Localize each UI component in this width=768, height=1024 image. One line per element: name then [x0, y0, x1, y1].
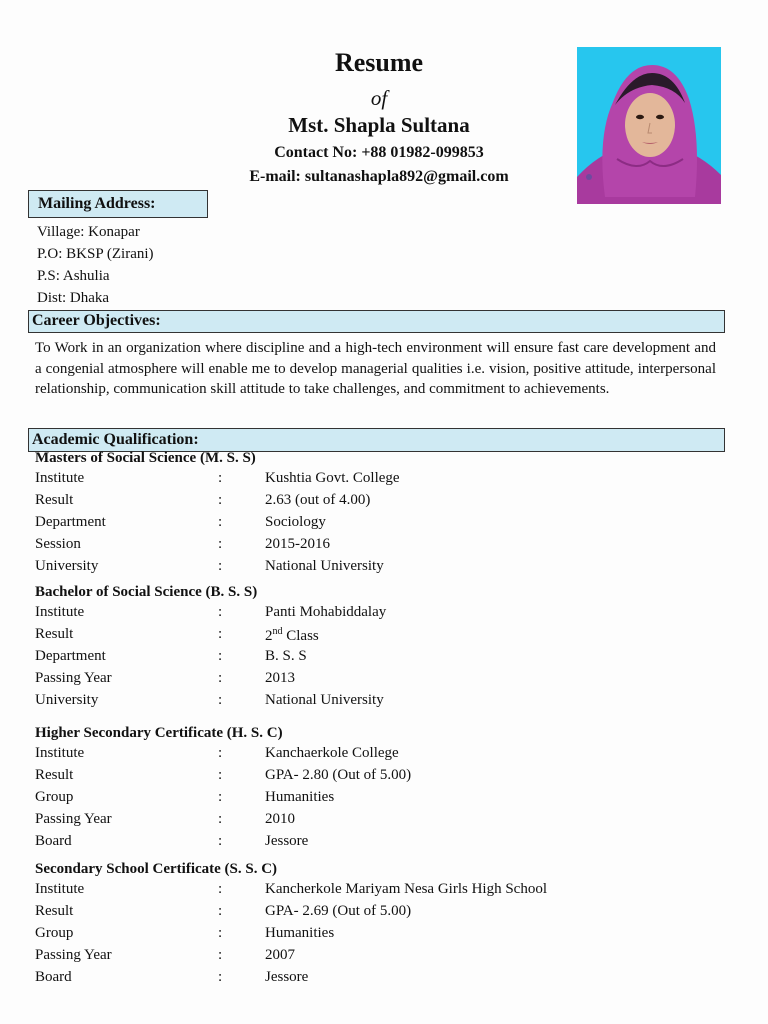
row-value-text: B. S. S — [265, 648, 307, 664]
row-value-text: 2.63 (out of 4.00) — [265, 492, 371, 508]
row-value-text: 2013 — [265, 670, 295, 686]
qualification-row — [35, 925, 735, 945]
row-colon: : — [218, 514, 223, 530]
degree-title: Secondary School Certificate (S. S. C) — [35, 861, 278, 877]
address-line: P.S: Ashulia — [37, 268, 110, 284]
email-address: E-mail: sultanashapla892@gmail.com — [249, 168, 509, 185]
profile-photo — [577, 47, 721, 204]
row-label: Passing Year — [35, 947, 112, 963]
row-label: Department — [35, 514, 106, 530]
row-value — [265, 903, 411, 920]
row-colon: : — [218, 558, 223, 574]
row-colon: : — [218, 492, 223, 508]
row-colon: : — [218, 925, 223, 941]
row-value-text: 2015-2016 — [265, 536, 330, 552]
row-value — [265, 767, 411, 784]
row-value — [265, 648, 307, 665]
mailing-address-heading: Mailing Address: — [28, 190, 208, 218]
row-value-text: National University — [265, 558, 384, 574]
row-value-text: Kushtia Govt. College — [265, 470, 400, 486]
qualification-row — [35, 536, 735, 556]
row-value-text: 2 — [265, 628, 273, 644]
qualification-row — [35, 833, 735, 853]
mailing-address — [37, 221, 154, 309]
row-colon: : — [218, 604, 223, 620]
row-colon: : — [218, 536, 223, 552]
row-colon: : — [218, 789, 223, 805]
row-label: Result — [35, 903, 74, 919]
row-value — [265, 626, 319, 645]
row-colon: : — [218, 903, 223, 919]
row-colon: : — [218, 969, 223, 985]
contact-number: Contact No: +88 01982-099853 — [274, 144, 484, 161]
row-label: Board — [35, 969, 72, 985]
resume-of: of — [370, 86, 388, 110]
career-objectives-heading: Career Objectives: — [28, 310, 725, 333]
academic-qualification-heading: Academic Qualification: — [28, 428, 725, 452]
row-value-text: Kanchaerkole College — [265, 745, 399, 761]
qualification-row — [35, 558, 735, 578]
row-value — [265, 789, 334, 806]
row-value-text: Humanities — [265, 789, 335, 805]
qualification-row — [35, 969, 735, 989]
career-objectives-text: To Work in an organization where discipline and a high-tech environment will ensure fast care development and a congenial atmosphere will enable me to develop managerial qualities i.e. vision, positive attitude, interpersonal relationship, communication skill attitude to take challenges, and commitment to achievements. — [35, 340, 716, 397]
qualification-row — [35, 626, 735, 646]
row-value-superscript: nd — [272, 626, 283, 637]
degree-title: Higher Secondary Certificate (H. S. C) — [35, 725, 283, 741]
row-label: Institute — [35, 604, 85, 620]
row-value-text: Jessore — [265, 833, 309, 849]
row-label: Department — [35, 648, 106, 664]
row-colon: : — [218, 470, 223, 486]
row-value — [265, 692, 384, 709]
row-value-text: Sociology — [265, 514, 326, 530]
qualification-row — [35, 514, 735, 534]
qualification-row — [35, 492, 735, 512]
row-label: Passing Year — [35, 811, 112, 827]
address-line: Dist: Dhaka — [37, 290, 110, 306]
row-colon: : — [218, 947, 223, 963]
row-value — [265, 745, 399, 762]
row-value — [265, 514, 326, 531]
qualification-row — [35, 745, 735, 765]
row-value — [265, 558, 384, 575]
row-label: Group — [35, 789, 74, 805]
row-colon: : — [218, 811, 223, 827]
row-label: Passing Year — [35, 670, 112, 686]
row-value — [265, 604, 386, 621]
row-label: Institute — [35, 470, 85, 486]
resume-title: Resume — [334, 48, 424, 77]
row-value — [265, 833, 308, 850]
candidate-name: Mst. Shapla Sultana — [288, 113, 470, 137]
row-colon: : — [218, 692, 223, 708]
row-value-text: Panti Mohabiddalay — [265, 604, 387, 620]
qualification-row — [35, 648, 735, 668]
row-value-text: 2010 — [265, 811, 295, 827]
row-value-text: 2007 — [265, 947, 295, 963]
qualification-row — [35, 670, 735, 690]
row-colon: : — [218, 745, 223, 761]
row-colon: : — [218, 648, 223, 664]
row-value — [265, 969, 308, 986]
row-value — [265, 470, 400, 487]
qualification-row — [35, 767, 735, 787]
address-line: Village: Konapar — [37, 224, 140, 240]
portrait-image — [577, 47, 721, 204]
row-value — [265, 492, 370, 509]
qualification-row — [35, 604, 735, 624]
row-value — [265, 670, 295, 687]
row-colon: : — [218, 881, 223, 897]
qualification-row — [35, 470, 735, 490]
qualification-row — [35, 692, 735, 712]
row-value — [265, 536, 330, 553]
qualification-row — [35, 903, 735, 923]
qualification-row — [35, 789, 735, 809]
row-colon: : — [218, 670, 223, 686]
row-label: Group — [35, 925, 74, 941]
row-label: University — [35, 558, 99, 574]
row-value — [265, 925, 334, 942]
qualification-row — [35, 881, 735, 901]
qualification-row — [35, 947, 735, 967]
row-value-text: Humanities — [265, 925, 335, 941]
row-label: Session — [35, 536, 81, 552]
row-value-text: Jessore — [265, 969, 309, 985]
row-value — [265, 811, 295, 828]
row-value-text: National University — [265, 692, 384, 708]
row-value — [265, 881, 547, 898]
row-label: University — [35, 692, 99, 708]
row-label: Institute — [35, 881, 85, 897]
row-label: Board — [35, 833, 72, 849]
row-label: Institute — [35, 745, 85, 761]
row-value-suffix: Class — [282, 628, 319, 644]
address-line: P.O: BKSP (Zirani) — [37, 246, 154, 262]
degree-title: Masters of Social Science (M. S. S) — [35, 450, 256, 466]
degree-title: Bachelor of Social Science (B. S. S) — [35, 584, 258, 600]
row-value-text: GPA- 2.80 (Out of 5.00) — [265, 767, 412, 783]
row-value-text: GPA- 2.69 (Out of 5.00) — [265, 903, 412, 919]
row-colon: : — [218, 767, 223, 783]
row-colon: : — [218, 833, 223, 849]
qualification-row — [35, 811, 735, 831]
row-label: Result — [35, 767, 74, 783]
row-colon: : — [218, 626, 223, 642]
row-label: Result — [35, 626, 74, 642]
row-value-text: Kancherkole Mariyam Nesa Girls High School — [265, 881, 548, 897]
row-label: Result — [35, 492, 74, 508]
row-value — [265, 947, 295, 964]
